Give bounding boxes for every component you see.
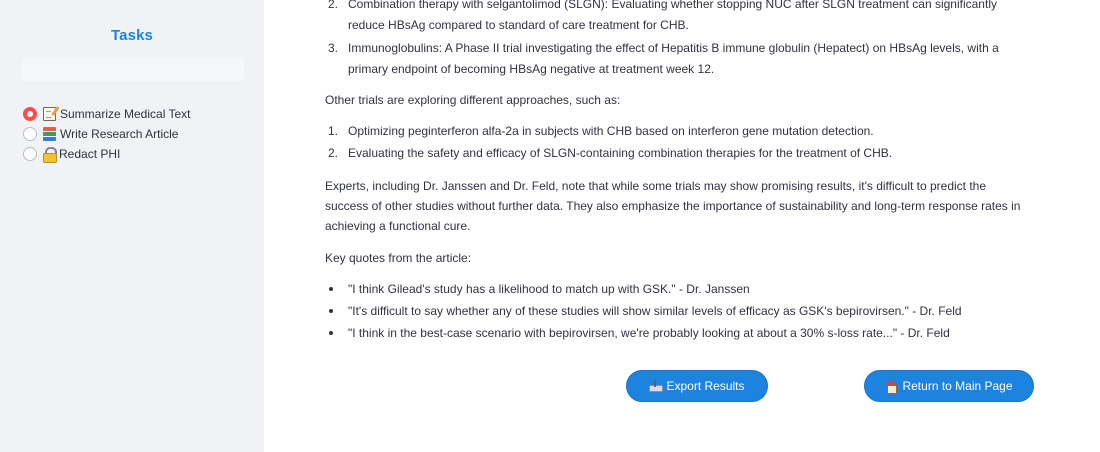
bullet-icon xyxy=(329,331,333,335)
task-radio-group xyxy=(23,104,191,164)
task-option-summarize[interactable] xyxy=(23,104,191,124)
experts-paragraph: Experts, including Dr. Janssen and Dr. Feld, note that while some trials may show promising results, it's difficult to predict the success of other studies without further data. They also emphasize the importance of sustainability and long-term response rates in achieving a functional cure. xyxy=(325,179,1021,233)
list-item-text: Optimizing peginterferon alfa-2a in subjects with CHB based on interferon gene mutation detection. xyxy=(348,124,874,138)
outbox-tray-icon xyxy=(649,380,661,392)
task-option-redact-phi[interactable] xyxy=(23,144,191,164)
list-number: 2. xyxy=(328,0,339,11)
radio-button-selected[interactable] xyxy=(23,107,37,121)
quote-text: "It's difficult to say whether any of these studies will show similar levels of efficacy as GSK's bepirovirsen." - Dr. Feld xyxy=(348,304,962,318)
export-results-label: Export Results xyxy=(666,378,745,393)
list-item-text: Combination therapy with selgantolimod (SLGN): Evaluating whether stopping NUC after SLGN treatment can significantly reduce HBsAg compared to standard of care treatment for CHB. xyxy=(348,0,997,32)
quotes-list xyxy=(325,279,1030,345)
lock-icon xyxy=(43,147,55,161)
radio-button[interactable] xyxy=(23,127,37,141)
other-trials-list xyxy=(325,121,1030,165)
sidebar-title: Tasks xyxy=(111,27,153,44)
list-number: 3. xyxy=(328,41,339,55)
task-label: Write Research Article xyxy=(60,127,179,141)
other-trials-intro: Other trials are exploring different approaches, such as: xyxy=(325,93,621,107)
list-number: 2. xyxy=(328,146,339,160)
radio-button[interactable] xyxy=(23,147,37,161)
list-item xyxy=(325,0,1030,36)
quote-item xyxy=(325,279,1030,301)
list-item xyxy=(325,38,1030,80)
main-content xyxy=(264,0,1100,452)
task-label: Summarize Medical Text xyxy=(60,107,191,121)
list-item-text: Immunoglobulins: A Phase II trial investigating the effect of Hepatitis B immune globulin (Hepatect) on HBsAg levels, with a primary endpoint of becoming HBsAg negative at treatment week 12. xyxy=(348,41,999,76)
list-number: 1. xyxy=(328,124,339,138)
quote-text: "I think in the best-case scenario with bepirovirsen, we're probably looking at about a 30% s-loss rate..." - Dr. Feld xyxy=(348,326,950,340)
task-label: Redact PHI xyxy=(59,147,121,161)
task-option-write-article[interactable] xyxy=(23,124,191,144)
quote-text: "I think Gilead's study has a likelihood to match up with GSK." - Dr. Janssen xyxy=(348,282,750,296)
list-item xyxy=(325,143,1030,165)
bullet-icon xyxy=(329,309,333,313)
export-results-button[interactable] xyxy=(626,370,768,402)
memo-icon xyxy=(43,107,56,121)
list-item xyxy=(325,121,1030,143)
return-to-main-page-label: Return to Main Page xyxy=(902,378,1013,393)
trial-list xyxy=(325,0,1030,80)
key-quotes-intro: Key quotes from the article: xyxy=(325,251,472,265)
books-icon xyxy=(43,127,56,141)
return-to-main-page-button[interactable] xyxy=(864,370,1034,402)
quote-item xyxy=(325,301,1030,323)
sidebar xyxy=(0,0,264,452)
quote-item xyxy=(325,323,1030,345)
bullet-icon xyxy=(329,287,333,291)
sidebar-blank-field xyxy=(22,58,244,81)
list-item-text: Evaluating the safety and efficacy of SLGN-containing combination therapies for the treatment of CHB. xyxy=(348,146,893,160)
house-icon xyxy=(885,380,897,392)
